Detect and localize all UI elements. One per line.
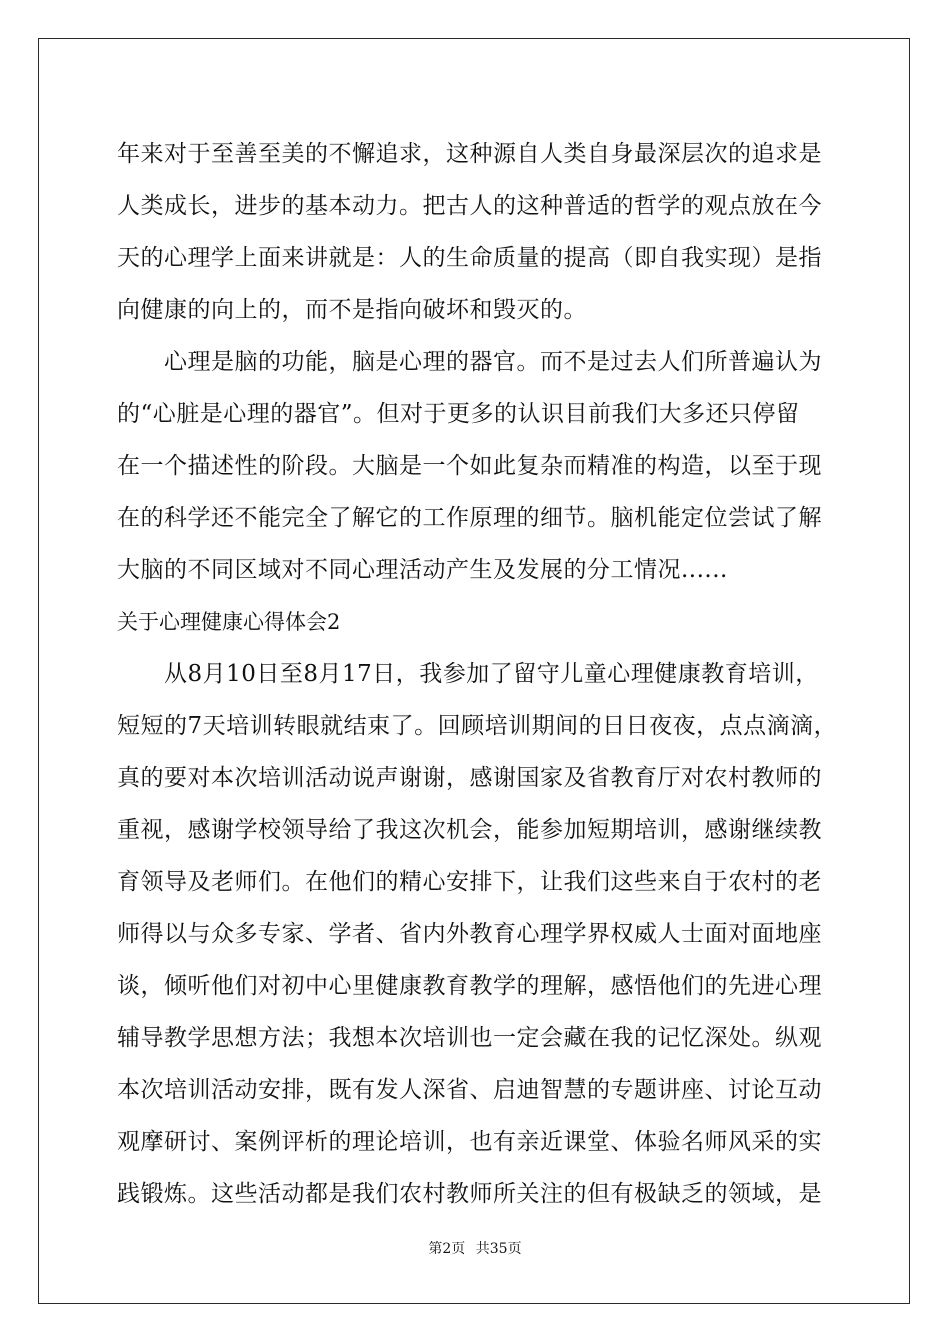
text-line: 育领导及老师们。在他们的精心安排下，让我们这些来自于农村的老 — [117, 869, 822, 895]
text-line: 践锻炼。这些活动都是我们农村教师所关注的但有极缺乏的领域，是 — [117, 1181, 822, 1207]
page-total: 共35页 — [475, 1241, 522, 1257]
text-line: 心理是脑的功能，脑是心理的器官。而不是过去人们所普遍认为 — [117, 349, 822, 375]
text-line: 年来对于至善至美的不懈追求，这种源自人类自身最深层次的追求是 — [117, 141, 822, 167]
text-line: 真的要对本次培训活动说声谢谢，感谢国家及省教育厅对农村教师的 — [117, 765, 822, 791]
text-line: 大脑的不同区域对不同心理活动产生及发展的分工情况...... — [117, 557, 728, 583]
text-line: 本次培训活动安排，既有发人深省、启迪智慧的专题讲座、讨论互动 — [117, 1077, 822, 1103]
text-line: 观摩研讨、案例评析的理论培训，也有亲近课堂、体验名师风采的实 — [117, 1129, 822, 1155]
section-heading: 关于心理健康心得体会2 — [117, 610, 341, 634]
page-number: 第2页 — [428, 1241, 466, 1257]
text-line: 谈，倾听他们对初中心里健康教育教学的理解，感悟他们的先进心理 — [117, 973, 822, 999]
document-body — [117, 128, 838, 1220]
text-line: 师得以与众多专家、学者、省内外教育心理学界权威人士面对面地座 — [117, 921, 822, 947]
text-line: 短短的7天培训转眼就结束了。回顾培训期间的日日夜夜，点点滴滴， — [117, 713, 838, 739]
text-line: 的“心脏是心理的器官”。但对于更多的认识目前我们大多还只停留 — [117, 401, 800, 427]
text-line: 重视，感谢学校领导给了我这次机会，能参加短期培训，感谢继续教 — [117, 817, 822, 843]
page-footer — [0, 1238, 950, 1258]
text-line: 向健康的向上的，而不是指向破坏和毁灭的。 — [117, 297, 587, 323]
text-line: 从8月10日至8月17日，我参加了留守儿童心理健康教育培训， — [117, 661, 819, 687]
text-line: 人类成长，进步的基本动力。把古人的这种普适的哲学的观点放在今 — [117, 193, 822, 219]
text-line: 辅导教学思想方法；我想本次培训也一定会藏在我的记忆深处。纵观 — [117, 1025, 822, 1051]
text-line: 在的科学还不能完全了解它的工作原理的细节。脑机能定位尝试了解 — [117, 505, 822, 531]
text-line: 在一个描述性的阶段。大脑是一个如此复杂而精准的构造，以至于现 — [117, 453, 822, 479]
text-line: 天的心理学上面来讲就是：人的生命质量的提高（即自我实现）是指 — [117, 245, 822, 271]
